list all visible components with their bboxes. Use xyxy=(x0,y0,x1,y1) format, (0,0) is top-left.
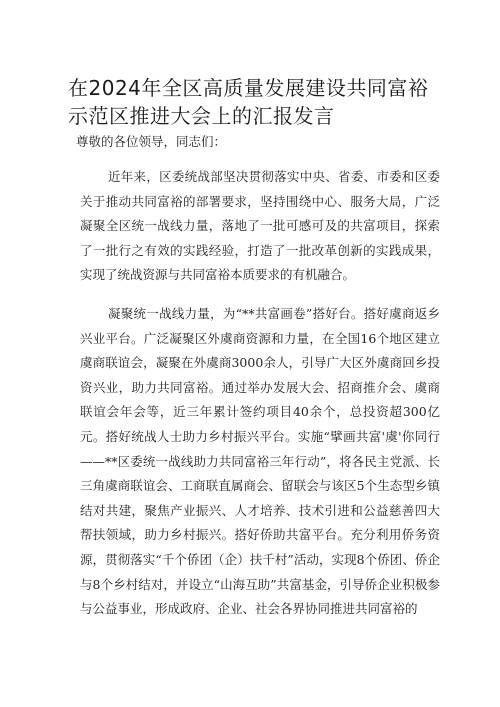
paragraph-intro: 近年来，区委统战部坚决贯彻落实中央、省委、市委和区委关于推动共同富裕的部署要求，坚持围绕中心、服务大局，广泛凝聚全区统一战线力量，落地了一批可感可及的共富项目，探索了一批行之有效的实践经验，打造了一批改革创新的实践成果，实现了统战资源与共同富裕本质要求的有机融合。 xyxy=(80,169,440,283)
salutation: 尊敬的各位领导，同志们： xyxy=(76,134,227,149)
paragraph-platforms: 凝聚统一战线力量，为“**共富画卷”搭好台。搭好虞商返乡兴业平台。广泛凝聚区外虞商资源和力量，在全国16个地区建立虞商联谊会，凝聚在外虞商3000余人，引导广大区外虞商回乡投资兴业，助力共同富裕。通过举办发展大会、招商推介会、虞商联谊会年会等，近三年累计签约项目40余个，总投资超300亿元。搭好统战人士助力乡村振兴平台。实施“擘画共富'虞'你同行——**区委统一战线助力共同富裕三年行动”，将各民主党派、长三角虞商联谊会、工商联直属商会、留联会与该区5个生态型乡镇结对共建，聚焦产业振兴、人才培养、技术引进和公益慈善四大帮扶领域，助力乡村振兴。搭好侨助共富平台。充分利用侨务资源，贯彻落实“千个侨团（企）扶千村”活动，实现8个侨团、侨企与8个乡村结对，并设立“山海互助”共富基金，引导侨企业积极参与公益事业，形成政府、企业、社会各界协同推进共同富裕的 xyxy=(80,306,440,617)
document-title: 在2024年全区高质量发展建设共同富裕示范区推进大会上的汇报发言 xyxy=(68,76,429,128)
